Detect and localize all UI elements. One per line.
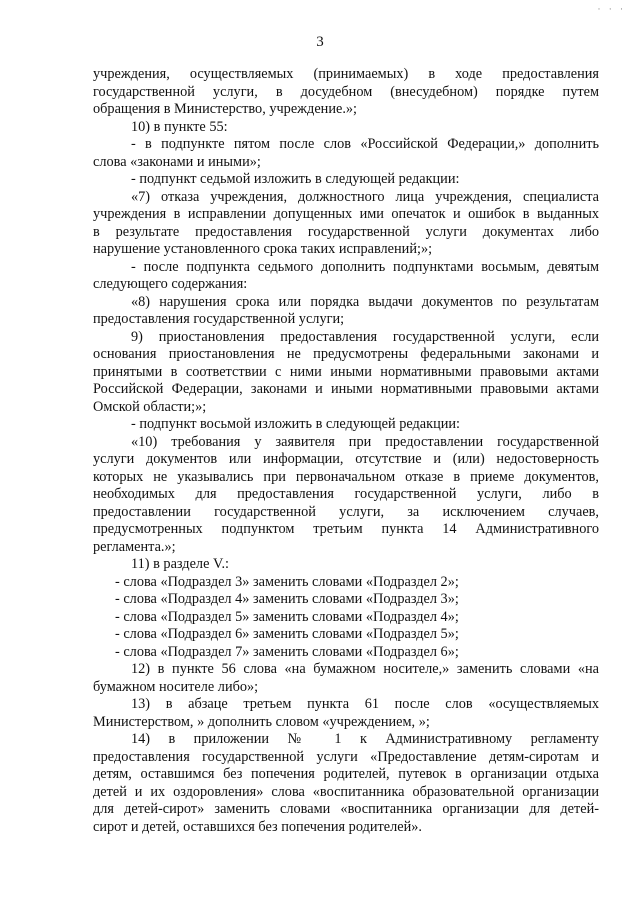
text-line: услуги документов или информации, отсутствие и (или) недостоверность (93, 451, 599, 467)
text-line: - слова «Подраздел 6» заменить словами «Подраздел 5»; (115, 626, 459, 642)
text-line: - слова «Подраздел 4» заменить словами «Подраздел 3»; (115, 591, 459, 607)
text-line: государственной услуги, в досудебном (внесудебном) порядке путем (93, 83, 599, 100)
text-line: основания приостановления не предусмотрены федеральными законами и (93, 346, 599, 362)
text-line: слова «законами и иными»; (93, 153, 261, 170)
page-number: 3 (316, 34, 324, 50)
text-line: - подпункт восьмой изложить в следующей редакции: (131, 416, 461, 432)
text-line: - после подпункта седьмого дополнить подпунктами восьмым, девятым (131, 258, 599, 275)
text-line: сирот и детей, оставшихся без попечения родителей». (93, 818, 422, 835)
text-line: бумажном носителе либо»; (93, 678, 259, 695)
text-line: детям, оставшимся без попечения родителей, путевок в организации отдыха (93, 766, 599, 782)
text-line: Российской Федерации, законами и иными нормативными правовыми актами (93, 381, 599, 397)
text-line: обращения в Министерство, учреждение.»; (93, 101, 358, 117)
text-line: принятыми в соответствии с ними иными нормативными правовыми актами (93, 363, 599, 380)
text-line: следующего содержания: (93, 276, 248, 292)
text-line: Омской области;»; (93, 398, 207, 415)
text-line: 11) в разделе V.: (131, 556, 230, 572)
text-line: - слова «Подраздел 7» заменить словами «Подраздел 6»; (115, 643, 459, 660)
text-line: - слова «Подраздел 3» заменить словами «Подраздел 2»; (115, 573, 459, 590)
text-line: в результате предоставления государственной услуги документах либо (93, 223, 599, 240)
corner-mark: · · · (597, 4, 626, 14)
text-line: предусмотренных подпунктом третьим пункта 14 Административного (93, 521, 599, 537)
text-line: 13) в абзаце третьем пункта 61 после слов «осуществляемых (131, 696, 599, 712)
text-line: - подпункт седьмой изложить в следующей редакции: (131, 171, 460, 187)
text-line: предоставлении государственной услуги, за исключением случаев, (93, 503, 599, 520)
text-line: 12) в пункте 56 слова «на бумажном носителе,» заменить словами «на (131, 661, 599, 677)
text-line: регламента.»; (93, 538, 176, 555)
text-line: - в подпункте пятом после слов «Российской Федерации,» дополнить (131, 136, 599, 152)
text-line: «8) нарушения срока или порядка выдачи документов по результатам (131, 293, 599, 310)
text-line: 9) приостановления предоставления государственной услуги, если (131, 328, 599, 345)
text-line: детей и их оздоровления» слова «воспитанника образовательной организации (93, 783, 599, 800)
text-line: - слова «Подраздел 5» заменить словами «Подраздел 4»; (115, 608, 459, 625)
text-line: 10) в пункте 55: (131, 118, 228, 135)
text-line: учреждения, осуществляемых (принимаемых) в ходе предоставления (93, 66, 599, 82)
text-line: учреждения в исправлении допущенных ими опечаток и ошибок в выданных (93, 206, 599, 222)
text-line: предоставления государственной услуги «Предоставление детям-сиротам и (93, 748, 599, 765)
text-line: «10) требования у заявителя при предоставлении государственной (131, 433, 599, 450)
text-line: «7) отказа учреждения, должностного лица учреждения, специалиста (131, 188, 599, 205)
text-line: Министерством, » дополнить словом «учреждением, »; (93, 713, 430, 730)
text-line: необходимых для предоставления государственной услуги, либо в (93, 486, 599, 502)
text-line: предоставления государственной услуги; (93, 311, 345, 327)
text-line: которых не указывались при первоначальном отказе в приеме документов, (93, 468, 599, 485)
text-line: 14) в приложении № 1 к Административному регламенту (131, 731, 599, 747)
text-line: для детей-сирот» заменить словами «воспитанника организации для детей- (93, 801, 599, 817)
text-line: нарушение установленного срока таких исправлений;»; (93, 241, 433, 257)
document-body (93, 66, 599, 836)
